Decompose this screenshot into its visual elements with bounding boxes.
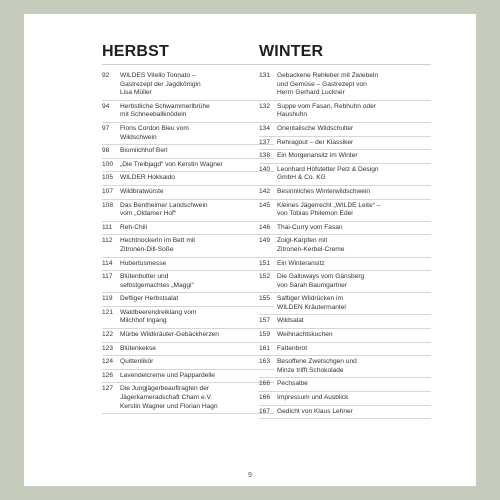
entry-page-number: 145: [259, 201, 271, 209]
entry-page-number: 127: [102, 385, 114, 393]
entry-page-number: 151: [259, 259, 271, 267]
toc-page: [24, 14, 476, 486]
toc-entry: [102, 370, 274, 384]
entry-page-number: 152: [259, 273, 271, 281]
toc-entry: [259, 406, 431, 420]
entry-title: Pechsalbe: [277, 380, 308, 388]
entry-title: „Die Treibjagd“ von Kerstin Wagner: [120, 160, 223, 168]
entry-title: Thai-Curry vom Fasan: [277, 223, 343, 231]
entry-title: Wildbratwürste: [120, 187, 164, 195]
entry-title: Saftiger Wildrücken im WILDEN Kräutermantel: [277, 295, 346, 311]
entry-title: Lavendelcreme und Pappardelle: [120, 371, 215, 379]
entry-page-number: 94: [102, 102, 110, 110]
section-heading-herbst: HERBST: [102, 42, 274, 65]
toc-entry: [102, 200, 274, 222]
entry-title: Deftiger Herbstsalat: [120, 295, 179, 303]
entry-title: Die Jungjägerbeauftragten der Jägerkameradschaft Cham e.V. Kerstin Wagner und Florian Hagn: [120, 385, 218, 410]
toc-entry: [259, 164, 431, 186]
entry-page-number: 142: [259, 187, 271, 195]
entry-title: Quittenlikör: [120, 358, 154, 366]
toc-entry: [102, 123, 274, 145]
entry-title: WILDES Vitello Tonnato – Gastrezept der Jagdkönigin Lisa Müller: [120, 72, 201, 97]
entry-page-number: 112: [102, 237, 113, 245]
toc-entry: [259, 329, 431, 343]
entry-page-number: 107: [102, 187, 114, 195]
toc-entry: [102, 186, 274, 200]
entry-title: Ein Winteransitz: [277, 259, 325, 267]
entry-page-number: 126: [102, 371, 114, 379]
toc-entry: [259, 101, 431, 123]
page-number: 9: [248, 472, 252, 479]
toc-entry: [102, 356, 274, 370]
entry-page-number: 149: [259, 237, 271, 245]
column-winter: [259, 42, 431, 419]
toc-entry: [259, 137, 431, 151]
entry-page-number: 92: [102, 72, 110, 79]
toc-entry: [102, 307, 274, 329]
toc-entry: [102, 101, 274, 123]
entry-title: WILDER Hokkaido: [120, 174, 175, 182]
toc-entry: [102, 383, 274, 414]
toc-entry: [102, 271, 274, 293]
toc-entry: [102, 145, 274, 159]
entry-title: Kleines Jägerrecht „WILDE Leite“ – von Tobias Philemon Edel: [277, 201, 381, 218]
toc-entry: [102, 329, 274, 343]
entry-page-number: 121: [102, 308, 114, 316]
toc-entry: [259, 186, 431, 200]
toc-entry: [259, 343, 431, 357]
entry-title: Besoffene Zwetschgen und Minze trifft Schokolade: [277, 358, 357, 374]
entry-page-number: 163: [259, 358, 271, 366]
entry-page-number: 124: [102, 358, 114, 366]
entry-page-number: 134: [259, 124, 271, 132]
toc-entry: [259, 356, 431, 378]
entry-page-number: 114: [102, 259, 113, 267]
entry-page-number: 166: [259, 380, 271, 388]
entry-page-number: 132: [259, 102, 271, 110]
toc-entry: [102, 258, 274, 272]
toc-entry: [259, 235, 431, 257]
entry-title: Orientalische Wildschulter: [277, 124, 354, 132]
toc-entry: [102, 70, 274, 101]
entry-title: Fattenbrot: [277, 344, 308, 352]
entry-title: Rehragout – der Klassiker: [277, 138, 354, 146]
entry-page-number: 157: [259, 317, 271, 325]
entry-page-number: 100: [102, 160, 114, 168]
entry-title: Gebackene Rehleber mit Zwiebeln und Gemüse – Gastrezept von Herrn Gerhard Luckner: [277, 72, 379, 97]
entry-page-number: 98: [102, 147, 110, 155]
entry-title: Biomilchhof Berl: [120, 147, 168, 155]
entry-title: Besinnliches Winterwildschwein: [277, 187, 371, 195]
entry-title: Gedicht von Klaus Lehner: [277, 407, 353, 415]
toc-entry: [259, 258, 431, 272]
toc-entry: [259, 200, 431, 222]
entry-page-number: 117: [102, 273, 113, 281]
entry-title: Leonhard Höfstetter Pelz & Design GmbH & Co. KG: [277, 165, 379, 182]
entry-title: Blütenkekse: [120, 344, 156, 352]
toc-entry: [259, 293, 431, 315]
entry-page-number: 161: [259, 344, 271, 352]
entry-page-number: 111: [102, 223, 113, 231]
entry-page-number: 123: [102, 344, 114, 352]
toc-entry: [259, 392, 431, 406]
entry-page-number: 138: [259, 152, 271, 160]
entry-page-number: 140: [259, 165, 271, 173]
entry-title: Suppe vom Fasan, Rebhuhn oder Haushuhn: [277, 102, 376, 119]
column-herbst: [102, 42, 274, 414]
entry-title: Hechtnockerln im Bett mit Zitronen-Dill-Soße: [120, 237, 196, 253]
entry-list-herbst: [102, 70, 274, 414]
entry-page-number: 155: [259, 295, 271, 303]
toc-entry: [259, 123, 431, 137]
entry-title: Floris Cordon Bleu vom Wildschwein: [120, 124, 189, 141]
entry-title: Ein Morgenansitz im Winter: [277, 152, 358, 160]
entry-title: Blütenbutter und selbstgemachtes „Maggi“: [120, 273, 194, 289]
entry-page-number: 105: [102, 174, 114, 182]
section-heading-winter: WINTER: [259, 42, 431, 65]
toc-entry: [102, 293, 274, 307]
toc-entry: [102, 172, 274, 186]
entry-page-number: 159: [259, 331, 271, 339]
entry-page-number: 122: [102, 331, 114, 339]
entry-title: Mürbe Wildkräuter-Gebäckherzen: [120, 331, 219, 339]
toc-entry: [102, 159, 274, 173]
entry-title: Herbstliche Schwammerlbrühe mit Schneeballknödeln: [120, 102, 210, 119]
entry-page-number: 166: [259, 394, 271, 402]
entry-list-winter: [259, 70, 431, 419]
entry-title: Wildsalat: [277, 317, 304, 325]
entry-title: Die Galloways vom Gänsberg von Sarah Baumgartner: [277, 273, 365, 289]
entry-title: Das Bentheimer Landschwein vom „Oldamer Hof“: [120, 201, 208, 218]
entry-page-number: 97: [102, 124, 110, 132]
entry-page-number: 108: [102, 201, 114, 209]
entry-title: Hubertusmesse: [120, 259, 167, 267]
entry-page-number: 131: [259, 72, 271, 79]
toc-entry: [102, 343, 274, 357]
toc-entry: [259, 378, 431, 392]
toc-entry: [102, 235, 274, 257]
entry-page-number: 119: [102, 295, 113, 303]
entry-title: Reh-Chili: [120, 223, 148, 231]
entry-page-number: 137: [259, 138, 271, 146]
entry-title: Weihnachtskuchen: [277, 331, 333, 339]
toc-entry: [259, 150, 431, 164]
toc-entry: [259, 271, 431, 293]
entry-title: Zoigl-Karpfen mit Zitronen-Kerbel-Creme: [277, 237, 345, 253]
entry-page-number: 146: [259, 223, 271, 231]
toc-entry: [259, 315, 431, 329]
toc-entry: [259, 70, 431, 101]
toc-entry: [259, 222, 431, 236]
entry-title: Waldbeerendreiklang vom Milchhof Ingang: [120, 308, 197, 325]
entry-page-number: 167: [259, 407, 271, 415]
toc-entry: [102, 222, 274, 236]
entry-title: Impressum und Ausblick: [277, 394, 349, 402]
